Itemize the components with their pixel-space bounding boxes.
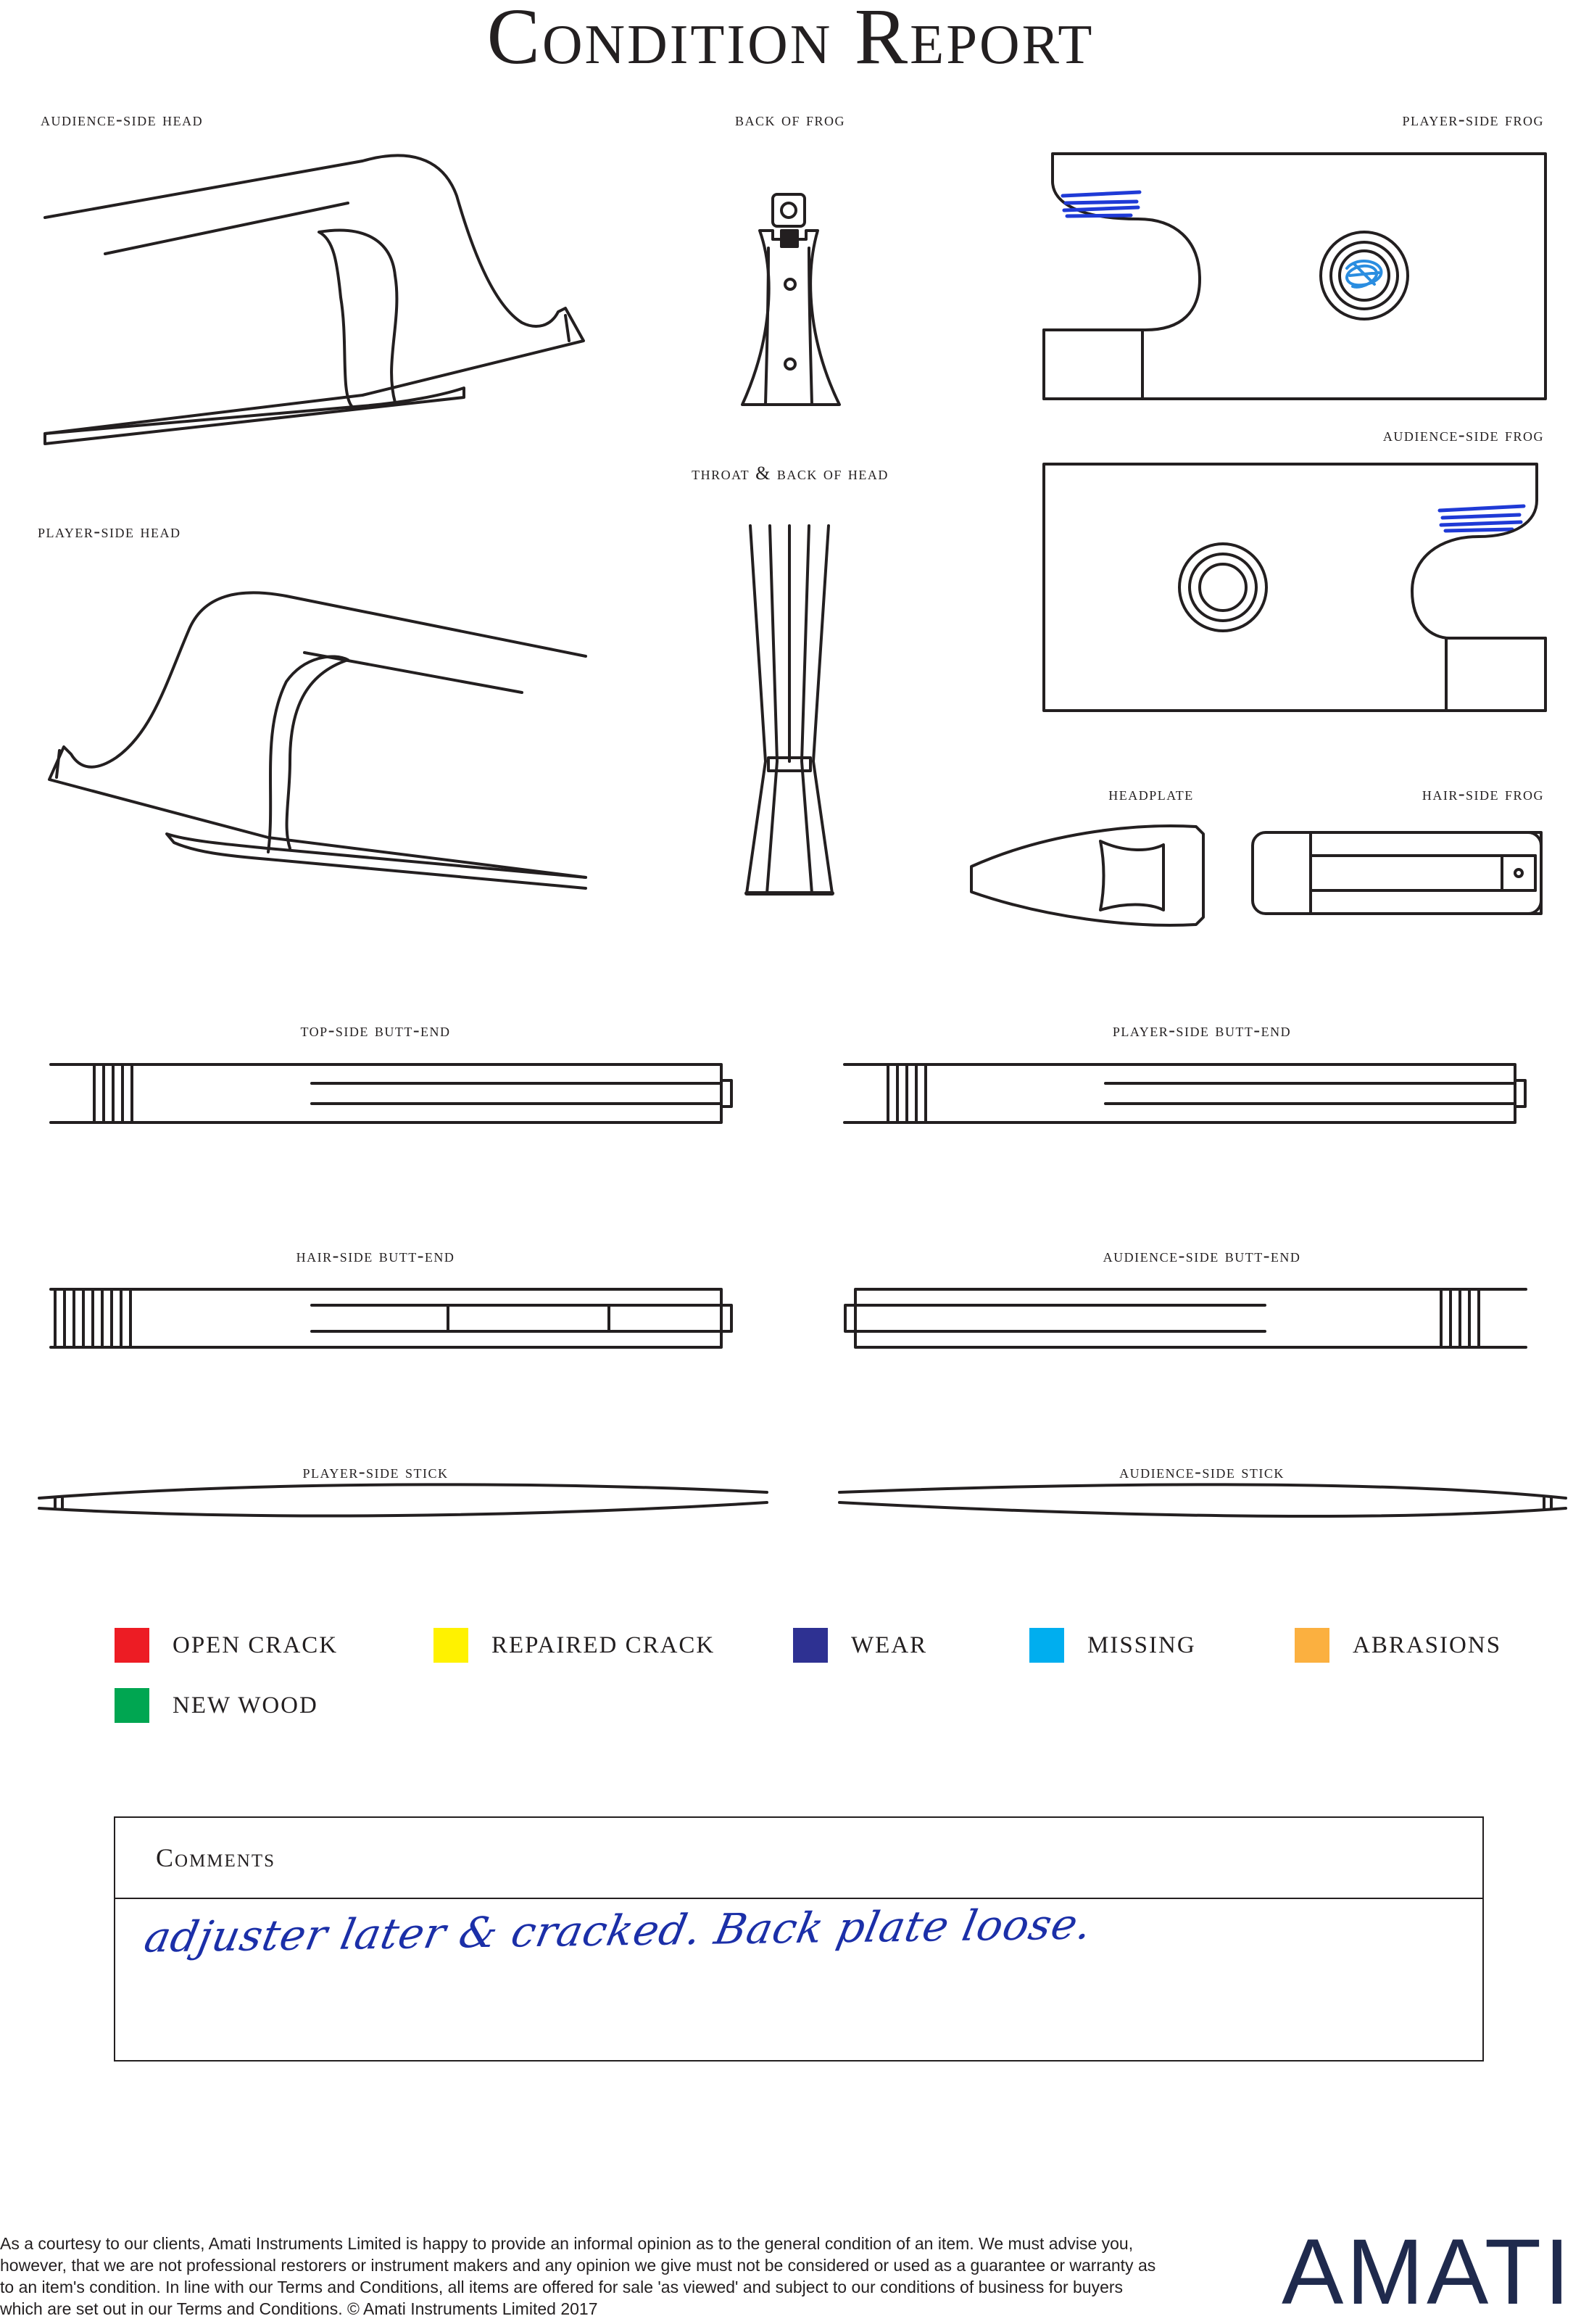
legend-swatch — [115, 1688, 149, 1723]
back-of-frog-drawing — [742, 194, 839, 405]
comments-handwritten-text: adjuster later & cracked. Back plate loose. — [140, 1899, 1097, 1962]
legend-swatch — [793, 1628, 828, 1663]
page-title: Condition Report — [486, 0, 1095, 80]
legend-label: WEAR — [851, 1632, 928, 1658]
label-headplate: headplate — [1108, 783, 1194, 804]
top-side-butt-end-drawing — [51, 1064, 731, 1122]
legend-item-new-wood — [115, 1687, 318, 1724]
label-hair-side-frog: hair-side frog — [1422, 783, 1544, 804]
comments-box — [114, 1816, 1484, 2062]
legend-label: MISSING — [1087, 1632, 1196, 1658]
label-audience-side-frog: audience-side frog — [1382, 424, 1544, 445]
disclaimer-text: As a courtesy to our clients, Amati Instruments Limited is happy to provide an informal opinion as to the general condition of an item. We must advise you, however, that we are not professional restorers or instrument makers and any opinion we give must not be considered or used as a guarantee or warranty as to an item's condition. In line with our Terms and Conditions, all items are offered for sale 'as viewed' and subject to our conditions of business for buyers which are set out in our Terms and Conditions. © Amati Instruments Limited 2017 — [0, 2234, 1156, 2318]
headplate-drawing — [971, 826, 1203, 925]
label-back-of-frog: back of frog — [734, 109, 846, 130]
label-audience-side-head: audience-side head — [41, 109, 204, 130]
legend-item-open-crack — [115, 1627, 338, 1663]
label-throat-back-of-head: throat & back of head — [692, 463, 889, 484]
hair-side-butt-end-drawing — [51, 1289, 731, 1347]
legend-swatch — [115, 1628, 149, 1663]
label-player-side-head: player-side head — [38, 521, 181, 542]
legend-item-missing — [1029, 1627, 1196, 1663]
legend-item-abrasions — [1295, 1627, 1501, 1663]
legend-swatch — [1295, 1628, 1329, 1663]
player-side-frog-drawing — [1044, 154, 1545, 399]
legend-item-wear — [793, 1627, 927, 1663]
legend-label: OPEN CRACK — [173, 1632, 339, 1658]
label-audience-side-butt-end: audience-side butt-end — [1103, 1245, 1301, 1266]
audience-side-stick-drawing — [839, 1484, 1566, 1516]
label-player-side-butt-end: player-side butt-end — [1112, 1020, 1292, 1041]
legend-label: NEW WOOD — [173, 1692, 318, 1719]
brand-logo: AMATI — [1282, 2220, 1573, 2324]
label-audience-side-stick: audience-side stick — [1119, 1461, 1285, 1482]
throat-back-of-head-drawing — [747, 526, 832, 893]
audience-side-head-drawing — [45, 155, 584, 444]
player-side-butt-end-drawing — [845, 1064, 1525, 1122]
legend-swatch — [433, 1628, 468, 1663]
legend-swatch — [1029, 1628, 1064, 1663]
audience-side-frog-drawing — [1044, 464, 1545, 711]
label-top-side-butt-end: top-side butt-end — [300, 1020, 451, 1041]
hair-side-frog-drawing — [1253, 832, 1541, 914]
player-side-stick-drawing — [39, 1484, 767, 1515]
legend-label: REPAIRED CRACK — [491, 1632, 715, 1658]
wear-marks — [1063, 192, 1524, 531]
legend-item-repaired-crack — [433, 1627, 715, 1663]
label-player-side-stick: player-side stick — [302, 1461, 449, 1482]
audience-side-butt-end-drawing — [845, 1289, 1526, 1347]
label-hair-side-butt-end: hair-side butt-end — [296, 1245, 455, 1266]
player-side-head-drawing — [49, 592, 586, 888]
missing-mark — [1347, 261, 1381, 287]
legend-label: ABRASIONS — [1353, 1632, 1502, 1658]
label-player-side-frog: player-side frog — [1402, 109, 1544, 130]
comments-heading: Comments — [115, 1818, 1482, 1899]
